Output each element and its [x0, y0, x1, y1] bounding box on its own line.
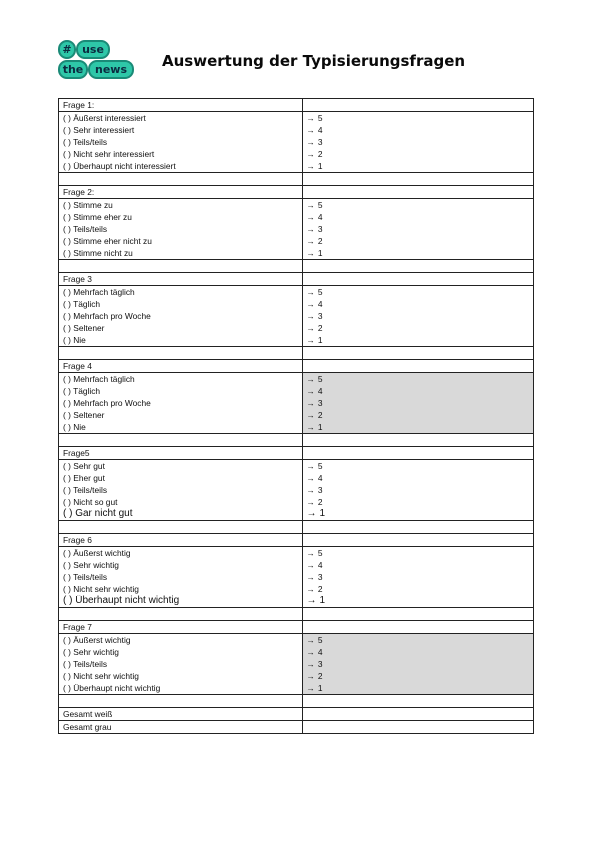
logo-the: the — [58, 60, 88, 79]
spacer-cell — [59, 173, 303, 186]
answer-score — [302, 223, 534, 235]
arrow-icon: → — [306, 683, 315, 693]
answer-option: ( ) Täglich — [59, 298, 303, 310]
answer-row — [59, 199, 534, 212]
arrow-icon: → — [306, 287, 315, 297]
total-label: Gesamt grau — [59, 721, 303, 734]
answer-option: ( ) Teils/teils — [59, 136, 303, 148]
answer-option: ( ) Seltener — [59, 322, 303, 334]
answer-score — [302, 385, 534, 397]
question-label: Frage 2: — [59, 186, 303, 199]
spacer-cell — [59, 521, 303, 534]
answer-score — [302, 286, 534, 299]
score-value: 5 — [317, 287, 323, 297]
arrow-icon: → — [306, 386, 315, 396]
spacer-cell — [59, 260, 303, 273]
answer-option: ( ) Teils/teils — [59, 223, 303, 235]
spacer-cell — [59, 347, 303, 360]
arrow-icon: → — [306, 149, 315, 159]
answer-row — [59, 484, 534, 496]
question-header-empty — [302, 534, 534, 547]
answer-option: ( ) Stimme nicht zu — [59, 247, 303, 260]
spacer-cell — [302, 260, 534, 273]
answer-row — [59, 112, 534, 125]
arrow-icon: → — [306, 485, 315, 495]
answer-option: ( ) Äußerst interessiert — [59, 112, 303, 125]
spacer-cell — [302, 347, 534, 360]
answer-row — [59, 235, 534, 247]
arrow-icon: → — [306, 323, 315, 333]
spacer-row — [59, 695, 534, 708]
arrow-icon: → — [306, 584, 315, 594]
logo-news: news — [88, 60, 134, 79]
arrow-icon: → — [306, 473, 315, 483]
answer-option: ( ) Nicht so gut — [59, 496, 303, 508]
question-header-row — [59, 447, 534, 460]
score-value: 1 — [319, 508, 326, 519]
answer-score — [302, 124, 534, 136]
arrow-icon: → — [306, 335, 315, 345]
spacer-cell — [59, 608, 303, 621]
arrow-icon: → — [306, 374, 315, 384]
total-value — [302, 721, 534, 734]
answer-option: ( ) Nicht sehr wichtig — [59, 583, 303, 595]
arrow-icon: → — [306, 410, 315, 420]
answer-score — [302, 421, 534, 434]
answer-row — [59, 286, 534, 299]
answer-option: ( ) Teils/teils — [59, 571, 303, 583]
answer-option: ( ) Nicht sehr interessiert — [59, 148, 303, 160]
answer-score — [302, 397, 534, 409]
score-value: 2 — [317, 410, 323, 420]
arrow-icon: → — [306, 548, 315, 558]
use-the-news-logo — [58, 38, 148, 84]
answer-option: ( ) Überhaupt nicht interessiert — [59, 160, 303, 173]
answer-row — [59, 658, 534, 670]
arrow-icon: → — [306, 659, 315, 669]
arrow-icon: → — [306, 248, 315, 258]
answer-score — [302, 670, 534, 682]
answer-score — [302, 136, 534, 148]
answer-option: ( ) Sehr wichtig — [59, 646, 303, 658]
answer-score — [302, 559, 534, 571]
answer-option: ( ) Teils/teils — [59, 658, 303, 670]
question-label: Frage5 — [59, 447, 303, 460]
spacer-cell — [59, 695, 303, 708]
spacer-cell — [302, 608, 534, 621]
answer-option: ( ) Sehr interessiert — [59, 124, 303, 136]
arrow-icon: → — [306, 422, 315, 432]
answer-score — [302, 148, 534, 160]
answer-row — [59, 670, 534, 682]
logo-use: use — [76, 40, 110, 59]
answer-row — [59, 559, 534, 571]
score-value: 4 — [317, 386, 323, 396]
question-header-empty — [302, 273, 534, 286]
document-header — [58, 38, 478, 88]
answer-row — [59, 298, 534, 310]
arrow-icon: → — [306, 497, 315, 507]
score-value: 4 — [317, 647, 323, 657]
question-header-row — [59, 621, 534, 634]
answer-option: ( ) Täglich — [59, 385, 303, 397]
spacer-row — [59, 434, 534, 447]
score-value: 4 — [317, 560, 323, 570]
answer-option: ( ) Mehrfach pro Woche — [59, 310, 303, 322]
answer-option: ( ) Mehrfach pro Woche — [59, 397, 303, 409]
answer-score — [302, 658, 534, 670]
question-header-empty — [302, 447, 534, 460]
question-header-row — [59, 186, 534, 199]
question-header-row — [59, 534, 534, 547]
answer-row — [59, 385, 534, 397]
answer-row — [59, 322, 534, 334]
total-row — [59, 708, 534, 721]
question-header-row — [59, 360, 534, 373]
answer-option: ( ) Gar nicht gut — [59, 508, 303, 521]
answer-score — [302, 646, 534, 658]
answer-option: ( ) Eher gut — [59, 472, 303, 484]
question-header-empty — [302, 360, 534, 373]
score-value: 5 — [317, 374, 323, 384]
arrow-icon: → — [306, 671, 315, 681]
answer-option: ( ) Überhaupt nicht wichtig — [59, 682, 303, 695]
question-header-row — [59, 99, 534, 112]
answer-score — [302, 310, 534, 322]
logo-hash: # — [58, 40, 76, 59]
answer-row — [59, 646, 534, 658]
score-value: 1 — [317, 335, 323, 345]
answer-option: ( ) Überhaupt nicht wichtig — [59, 595, 303, 608]
answer-option: ( ) Mehrfach täglich — [59, 373, 303, 386]
score-value: 2 — [317, 236, 323, 246]
answer-row — [59, 397, 534, 409]
answer-row — [59, 547, 534, 560]
score-value: 3 — [317, 659, 323, 669]
arrow-icon: → — [306, 200, 315, 210]
answer-row — [59, 682, 534, 695]
total-row — [59, 721, 534, 734]
answer-option: ( ) Nie — [59, 421, 303, 434]
answer-score — [302, 334, 534, 347]
answer-row — [59, 160, 534, 173]
spacer-row — [59, 260, 534, 273]
score-value: 2 — [317, 671, 323, 681]
evaluation-table — [58, 98, 534, 734]
answer-score — [302, 199, 534, 212]
score-value: 1 — [317, 683, 323, 693]
question-label: Frage 4 — [59, 360, 303, 373]
answer-score — [302, 235, 534, 247]
answer-score — [302, 298, 534, 310]
arrow-icon: → — [306, 398, 315, 408]
answer-score — [302, 496, 534, 508]
answer-score — [302, 682, 534, 695]
answer-row — [59, 148, 534, 160]
total-value — [302, 708, 534, 721]
total-label: Gesamt weiß — [59, 708, 303, 721]
arrow-icon: → — [306, 161, 315, 171]
answer-score — [302, 211, 534, 223]
question-label: Frage 7 — [59, 621, 303, 634]
answer-row — [59, 583, 534, 595]
answer-option: ( ) Sehr wichtig — [59, 559, 303, 571]
arrow-icon: → — [306, 299, 315, 309]
answer-option: ( ) Sehr gut — [59, 460, 303, 473]
question-header-empty — [302, 186, 534, 199]
answer-option: ( ) Stimme eher nicht zu — [59, 235, 303, 247]
arrow-icon: → — [306, 595, 317, 606]
question-label: Frage 3 — [59, 273, 303, 286]
score-value: 1 — [317, 161, 323, 171]
score-value: 1 — [319, 595, 326, 606]
answer-option: ( ) Nie — [59, 334, 303, 347]
score-value: 5 — [317, 461, 323, 471]
answer-row — [59, 496, 534, 508]
arrow-icon: → — [306, 224, 315, 234]
score-value: 5 — [317, 548, 323, 558]
spacer-cell — [59, 434, 303, 447]
arrow-icon: → — [306, 461, 315, 471]
arrow-icon: → — [306, 236, 315, 246]
arrow-icon: → — [306, 572, 315, 582]
page-title: Auswertung der Typisierungsfragen — [162, 52, 466, 70]
question-label: Frage 6 — [59, 534, 303, 547]
score-value: 3 — [317, 398, 323, 408]
spacer-cell — [302, 173, 534, 186]
answer-score — [302, 472, 534, 484]
answer-row — [59, 136, 534, 148]
spacer-row — [59, 608, 534, 621]
score-value: 1 — [317, 422, 323, 432]
score-value: 4 — [317, 473, 323, 483]
answer-score — [302, 160, 534, 173]
answer-score — [302, 595, 534, 608]
answer-option: ( ) Teils/teils — [59, 484, 303, 496]
answer-row — [59, 409, 534, 421]
score-value: 3 — [317, 224, 323, 234]
answer-option: ( ) Nicht sehr wichtig — [59, 670, 303, 682]
answer-score — [302, 634, 534, 647]
answer-score — [302, 508, 534, 521]
answer-row — [59, 124, 534, 136]
answer-row — [59, 334, 534, 347]
score-value: 4 — [317, 125, 323, 135]
spacer-cell — [302, 695, 534, 708]
answer-option: ( ) Stimme zu — [59, 199, 303, 212]
arrow-icon: → — [306, 560, 315, 570]
score-value: 4 — [317, 299, 323, 309]
answer-option: ( ) Seltener — [59, 409, 303, 421]
spacer-row — [59, 347, 534, 360]
question-header-empty — [302, 621, 534, 634]
arrow-icon: → — [306, 113, 315, 123]
answer-score — [302, 409, 534, 421]
spacer-row — [59, 521, 534, 534]
answer-score — [302, 484, 534, 496]
answer-score — [302, 322, 534, 334]
question-label: Frage 1: — [59, 99, 303, 112]
answer-row — [59, 595, 534, 608]
score-value: 2 — [317, 323, 323, 333]
answer-option: ( ) Äußerst wichtig — [59, 634, 303, 647]
answer-score — [302, 547, 534, 560]
arrow-icon: → — [306, 311, 315, 321]
answer-option: ( ) Stimme eher zu — [59, 211, 303, 223]
answer-score — [302, 571, 534, 583]
answer-row — [59, 571, 534, 583]
answer-row — [59, 310, 534, 322]
score-value: 2 — [317, 149, 323, 159]
answer-score — [302, 460, 534, 473]
arrow-icon: → — [306, 212, 315, 222]
answer-row — [59, 211, 534, 223]
answer-row — [59, 421, 534, 434]
answer-score — [302, 112, 534, 125]
score-value: 5 — [317, 113, 323, 123]
answer-row — [59, 508, 534, 521]
score-value: 5 — [317, 200, 323, 210]
score-value: 4 — [317, 212, 323, 222]
question-header-row — [59, 273, 534, 286]
score-value: 3 — [317, 572, 323, 582]
score-value: 2 — [317, 497, 323, 507]
answer-row — [59, 634, 534, 647]
answer-score — [302, 373, 534, 386]
score-value: 3 — [317, 311, 323, 321]
score-value: 3 — [317, 485, 323, 495]
arrow-icon: → — [306, 125, 315, 135]
score-value: 2 — [317, 584, 323, 594]
arrow-icon: → — [306, 635, 315, 645]
answer-row — [59, 247, 534, 260]
score-value: 3 — [317, 137, 323, 147]
spacer-cell — [302, 521, 534, 534]
arrow-icon: → — [306, 137, 315, 147]
answer-row — [59, 472, 534, 484]
answer-option: ( ) Mehrfach täglich — [59, 286, 303, 299]
answer-row — [59, 373, 534, 386]
answer-score — [302, 247, 534, 260]
score-value: 5 — [317, 635, 323, 645]
spacer-row — [59, 173, 534, 186]
spacer-cell — [302, 434, 534, 447]
arrow-icon: → — [306, 647, 315, 657]
score-value: 1 — [317, 248, 323, 258]
answer-score — [302, 583, 534, 595]
question-header-empty — [302, 99, 534, 112]
arrow-icon: → — [306, 508, 317, 519]
answer-option: ( ) Äußerst wichtig — [59, 547, 303, 560]
answer-row — [59, 460, 534, 473]
answer-row — [59, 223, 534, 235]
